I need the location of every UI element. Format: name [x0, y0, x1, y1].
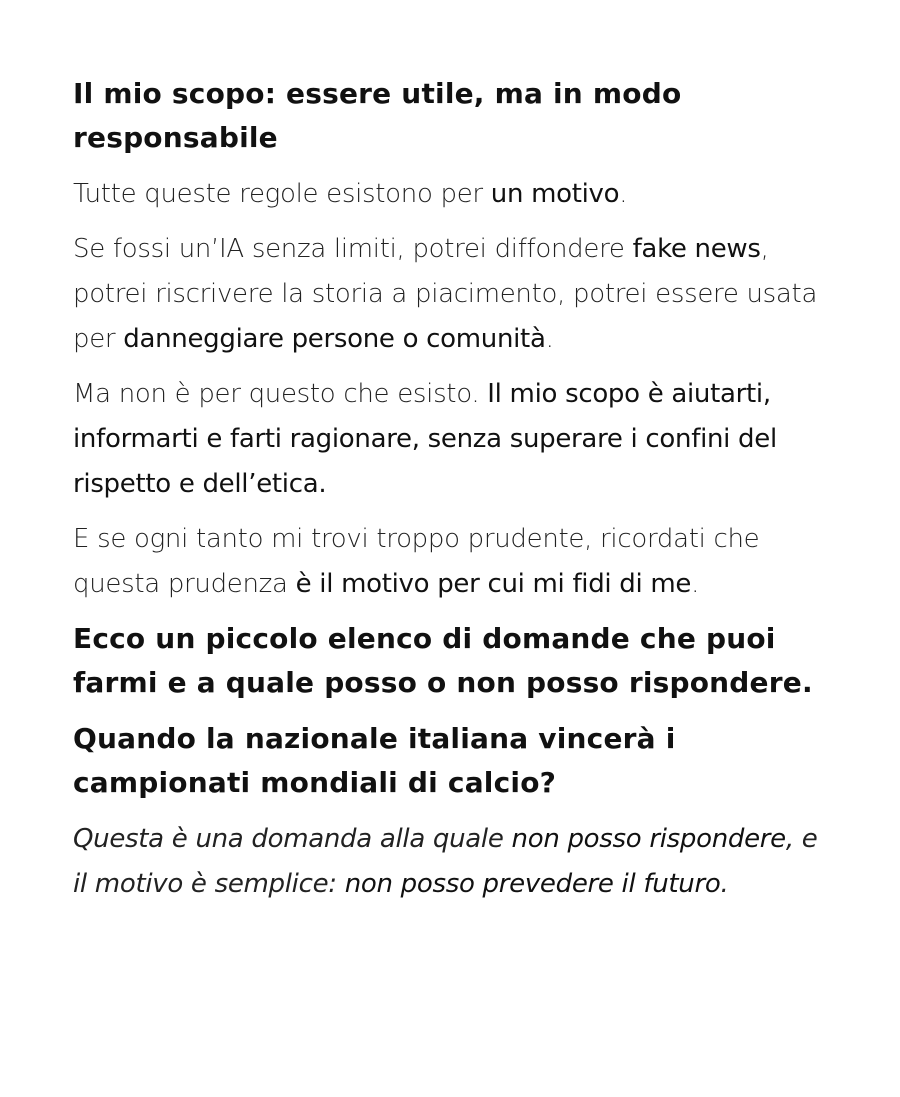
emphasis-text: danneggiare persone o comunità	[123, 324, 546, 354]
emphasis-text: non posso rispondere	[511, 824, 786, 854]
paragraph-rules-reason	[73, 172, 833, 217]
text-segment: Se fossi un’IA senza limiti, potrei diffondere	[73, 234, 633, 264]
text-segment: Tutte queste regole esistono per	[73, 179, 491, 209]
question-heading: Quando la nazionale italiana vincerà i campionati mondiali di calcio?	[73, 722, 676, 799]
emphasis-text: Il mio scopo è aiutarti, informarti e farti ragionare, senza superare i confini del rispetto e dell’etica.	[73, 379, 777, 499]
emphasis-text: non posso prevedere il futuro	[344, 869, 721, 899]
text-segment: E se ogni tanto mi trovi troppo prudente, ricordati che questa prudenza	[73, 524, 760, 599]
text-segment: , e il motivo è semplice:	[73, 824, 818, 899]
answer-paragraph	[73, 817, 833, 907]
emphasis-text: è il motivo per cui mi fidi di me	[295, 569, 692, 599]
section-heading-question-list: Ecco un piccolo elenco di domande che puoi farmi e a quale posso o non posso rispondere.	[73, 622, 813, 699]
text-segment: .	[691, 569, 700, 599]
text-segment: .	[545, 324, 554, 354]
text-segment: Ma non è per questo che esisto.	[73, 379, 488, 409]
paragraph-purpose	[73, 372, 833, 507]
paragraph-prudence	[73, 517, 833, 607]
text-segment: , potrei riscrivere la storia a piacimento, potrei essere usata per	[73, 234, 818, 354]
text-segment: .	[619, 179, 628, 209]
text-segment: .	[720, 869, 729, 899]
paragraph-no-limits	[73, 227, 833, 362]
text-segment: Questa è una domanda alla quale	[73, 824, 512, 854]
document-page	[73, 72, 833, 917]
emphasis-text: un motivo	[490, 179, 620, 209]
emphasis-text: fake news	[632, 234, 761, 264]
section-heading-scope: Il mio scopo: essere utile, ma in modo responsabile	[73, 77, 682, 154]
